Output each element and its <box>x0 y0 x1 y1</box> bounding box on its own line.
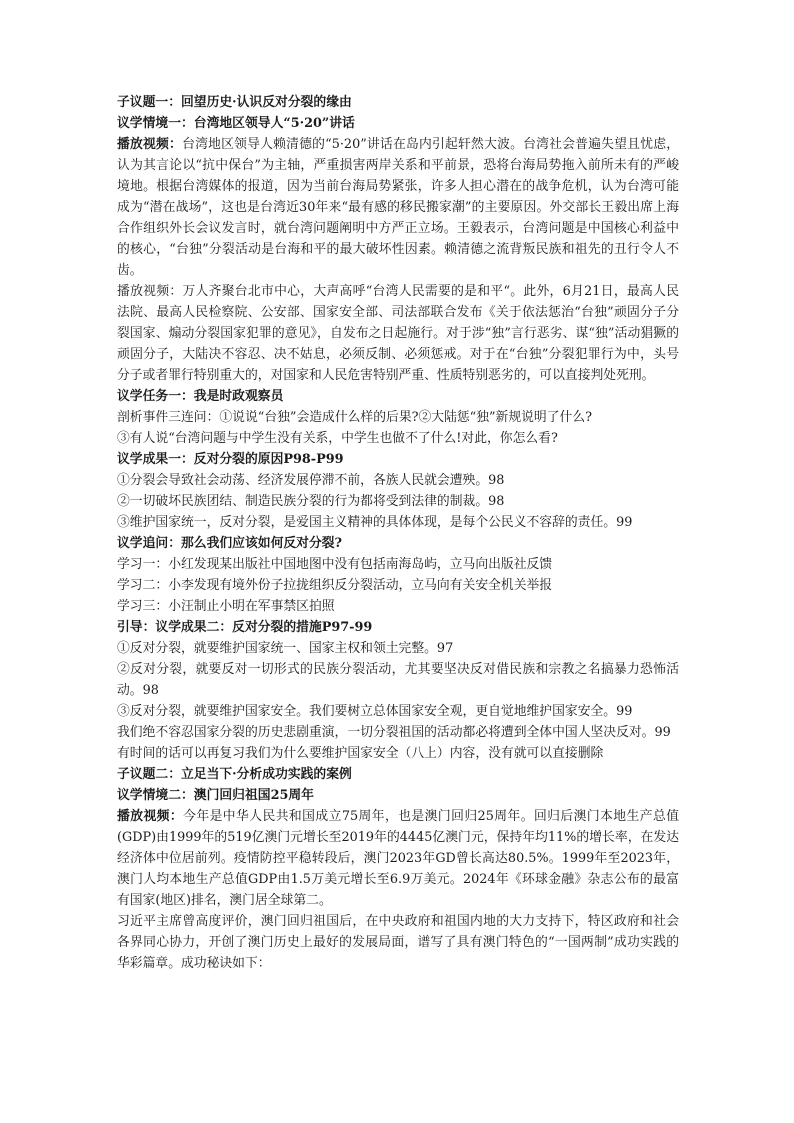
video-3-label: 播放视频： <box>117 809 184 824</box>
xi-quote-paragraph: 习近平主席曾高度评价，澳门回归祖国后，在中央政府和祖国内地的大力支持下，特区政府和社会各界同心协力，开创了澳门历史上最好的发展局面，谱写了具有澳门特色的“一国两制”成功实践的华彩篇章。成功秘诀如下： <box>117 914 679 971</box>
learning-2: 学习二：小李发现有境外份子拉拢组织反分裂活动，立马向有关安全机关举报 <box>117 578 553 593</box>
result-1-item-3: ③维护国家统一，反对分裂，是爱国主义精神的具体体现，是每个公民义不容辞的责任。99 <box>117 515 633 530</box>
subtopic-2-title: 子议题二：立足当下·分析成功实践的案例 <box>117 767 352 782</box>
measure-1: ①反对分裂，就要维护国家统一、国家主权和领土完整。97 <box>117 641 454 656</box>
learning-1: 学习一：小红发现某出版社中国地图中没有包括南海岛屿，立马向出版社反馈 <box>117 557 553 572</box>
result-1-item-2: ②一切破坏民族团结、制造民族分裂的行为都将受到法律的制裁。98 <box>117 494 505 509</box>
result-2-label: 引导：议学成果二：反对分裂的措施P97-99 <box>117 620 373 635</box>
teacher-note: 有时间的话可以再复习我们为什么要维护国家安全（八上）内容，没有就可以直接删除 <box>117 746 604 761</box>
task-1-question-1: 剖析事件三连问：①说说“台独”会造成什么样的后果?②大陆惩“独”新规说明了什么? <box>117 410 592 425</box>
video-1-label: 播放视频： <box>117 137 183 152</box>
video-3-paragraph <box>117 806 679 911</box>
measure-4: 我们绝不容忍国家分裂的历史悲剧重演，一切分裂祖国的活动都必将遭到全体中国人坚决反对。99 <box>117 725 671 740</box>
subtopic-1-title: 子议题一：回望历史·认识反对分裂的缘由 <box>117 95 352 110</box>
follow-up-question: 议学追问：那么我们应该如何反对分裂? <box>117 536 343 551</box>
measure-3: ③反对分裂，就要维护国家安全。我们要树立总体国家安全观，更自觉地维护国家安全。99 <box>117 704 633 719</box>
task-1-question-2: ③有人说“台湾问题与中学生没有关系，中学生也做不了什么!对此，你怎么看? <box>117 431 558 446</box>
result-1-label: 议学成果一：反对分裂的原因P98-P99 <box>117 452 344 467</box>
video-2-paragraph: 播放视频：万人齐聚台北市中心，大声高呼“台湾人民需要的是和平“。此外，6月21日，最高人民法院、最高人民检察院、公安部、国家安全部、司法部联合发布《关于依法惩治“台独”顽固分子分裂国家、煽动分裂国家犯罪的意见》，自发布之日起施行。对于涉“独”言行恶劣、谋“独”活动猖獗的顽固分子，大陆决不容忍、决不姑息，必须反制、必须惩戒。对于在“台独”分裂犯罪行为中，头号分子或者罪行特别重大的，对国家和人民危害特别严重、性质特别恶劣的，可以直接判处死刑。 <box>117 284 679 383</box>
video-1-text: 台湾地区领导人赖清德的“5·20”讲话在岛内引起轩然大波。台湾社会普遍失望且忧虑，认为其言论以“抗中保台”为主轴，严重损害两岸关系和平前景，恐将台海局势拖入前所未有的严峻境地。根据台湾媒体的报道，因为当前台海局势紧张，许多人担心潜在的战争危机，认为台湾可能成为“潜在战场”，这也是台湾近30年来“最有感的移民搬家潮”的主要原因。外交部长王毅出席上海合作组织外长会议发言时，就台湾问题阐明中方严正立场。王毅表示，台湾问题是中国核心利益中的核心，“台独”分裂活动是台海和平的最大破坏性因素。赖清德之流背叛民族和祖先的丑行令人不齿。 <box>117 137 680 278</box>
situation-1-label: 议学情境一：台湾地区领导人“5·20”讲话 <box>117 116 355 131</box>
result-1-item-1: ①分裂会导致社会动荡、经济发展停滞不前，各族人民就会遭殃。98 <box>117 473 505 488</box>
video-1-paragraph <box>117 134 679 281</box>
task-1-label: 议学任务一：我是时政观察员 <box>117 389 284 404</box>
document-page <box>117 92 679 974</box>
video-3-text: 今年是中华人民共和国成立75周年，也是澳门回归25周年。回归后澳门本地生产总值(GDP)由1999年的519亿澳门元增长至2019年的4445亿澳门元，保持年均11%的增长率，在发达经济体中位居前列。疫情防控平稳转段后，澳门2023年GD曾长高达80.5%。1999年至2023年，澳门人均本地生产总值GDP由1.5万美元增长至6.9万美元。2024年《环球金融》杂志公布的最富有国家(地区)排名，澳门居全球第二。 <box>117 809 679 908</box>
situation-2-label: 议学情境二：澳门回归祖国25周年 <box>117 788 314 803</box>
learning-3: 学习三：小汪制止小明在军事禁区拍照 <box>117 599 335 614</box>
measure-2: ②反对分裂，就要反对一切形式的民族分裂活动，尤其要坚决反对借民族和宗教之名搞暴力恐怖活动。98 <box>117 662 679 698</box>
